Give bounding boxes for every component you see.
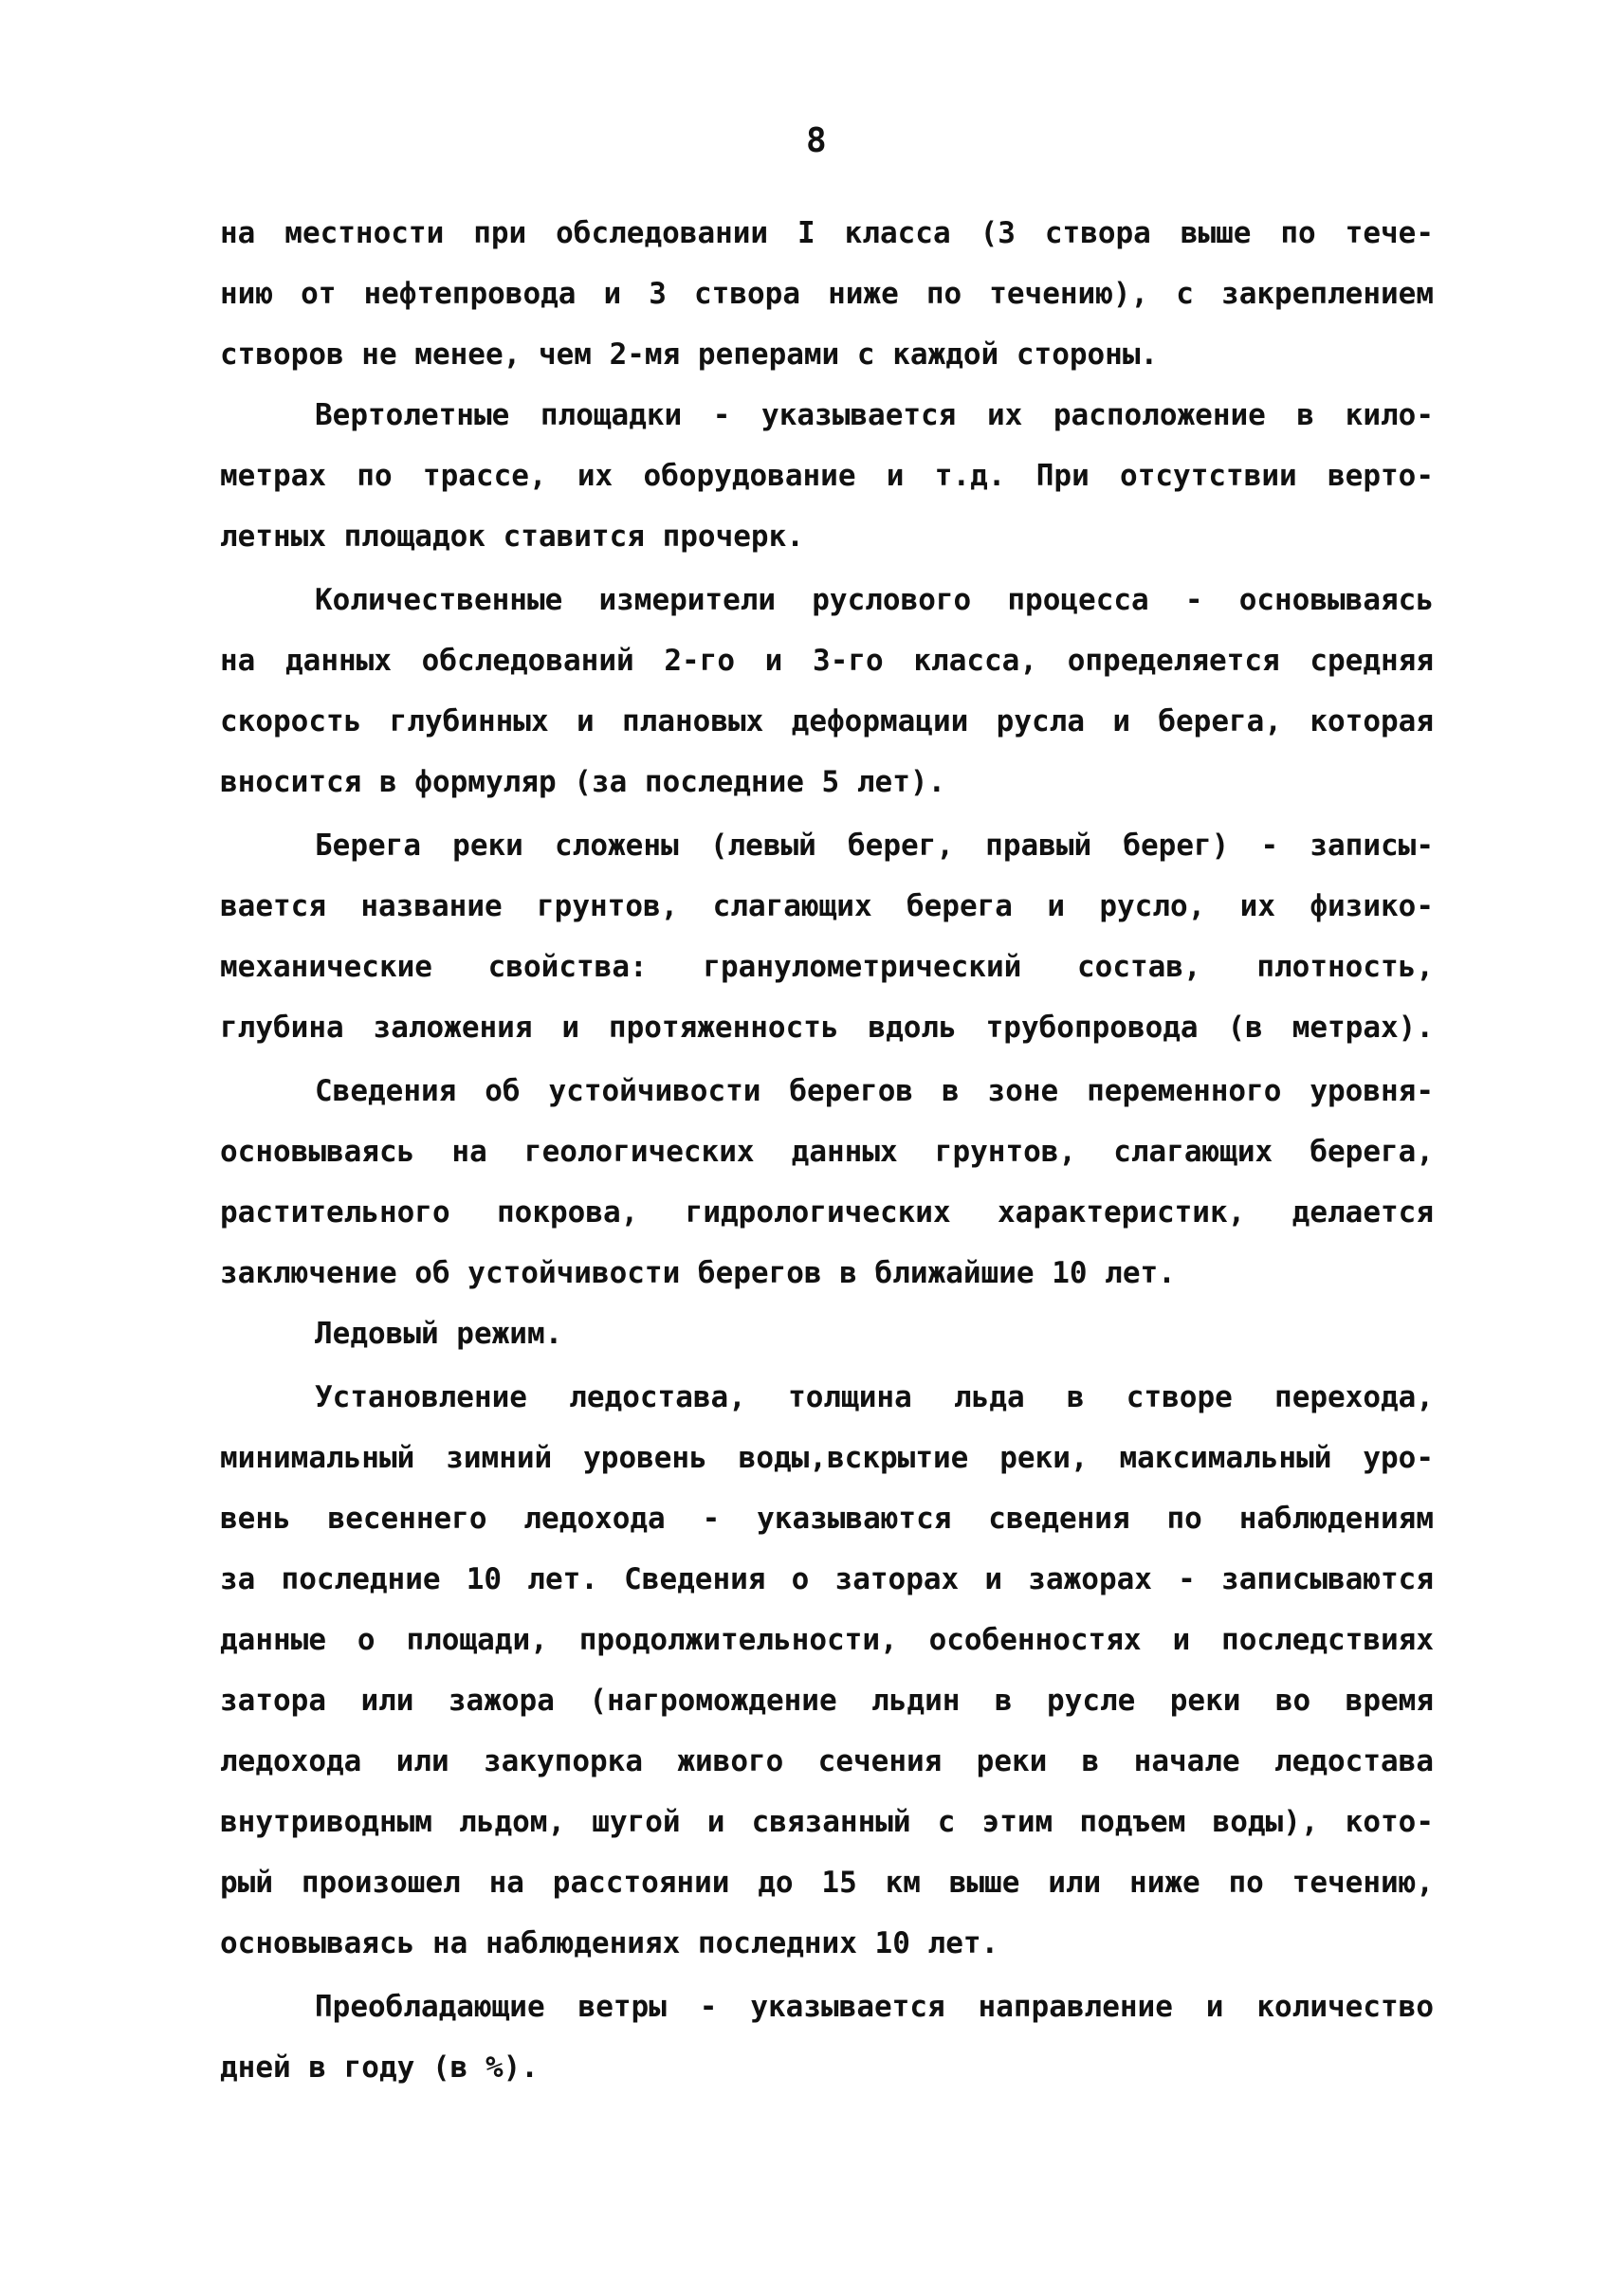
text-line: ледохода или закупорка живого сечения реки в начале ледостава [220,1744,1434,1778]
text-line: внутриводным льдом, шугой и связанный с этим подъем воды), кото- [220,1805,1434,1839]
text-line: скорость глубинных и плановых деформации русла и берега, которая [220,704,1434,738]
text-line: основываясь на геологических данных грунтов, слагающих берега, [220,1135,1434,1169]
text-line: глубина заложения и протяженность вдоль трубопровода (в метрах). [220,1011,1434,1045]
page-number: 8 [806,121,827,160]
text-line: растительного покрова, гидрологических характеристик, делается [220,1195,1434,1230]
text-line: Преобладающие ветры - указывается направление и количество [315,1990,1434,2024]
text-line: за последние 10 лет. Сведения о заторах и зажорах - записываются [220,1562,1434,1596]
text-line: затора или зажора (нагромождение льдин в русле реки во время [220,1684,1434,1718]
text-line: на данных обследований 2-го и 3-го класса, определяется средняя [220,644,1434,678]
section-heading: Ледовый режим. [315,1317,563,1351]
text-line: Берега реки сложены (левый берег, правый берег) - записы- [315,829,1434,863]
text-line: летных площадок ставится прочерк. [220,519,804,554]
text-line: на местности при обследовании I класса (3 створа выше по тече- [220,216,1434,250]
text-line: Количественные измерители руслового процесса - основываясь [315,583,1434,617]
text-line: метрах по трассе, их оборудование и т.д. При отсутствии верто- [220,459,1434,493]
text-line: Сведения об устойчивости берегов в зоне переменного уровня- [315,1074,1434,1108]
text-line: заключение об устойчивости берегов в ближайшие 10 лет. [220,1256,1176,1290]
text-line: Установление ледостава, толщина льда в створе перехода, [315,1380,1434,1414]
text-line: механические свойства: гранулометрический состав, плотность, [220,950,1434,984]
text-line: нию от нефтепровода и 3 створа ниже по течению), с закреплением [220,277,1434,311]
text-line: створов не менее, чем 2-мя реперами с каждой стороны. [220,337,1159,372]
text-line: вень весеннего ледохода - указываются сведения по наблюдениям [220,1502,1434,1536]
text-line: дней в году (в %). [220,2050,539,2085]
text-line: основываясь на наблюдениях последних 10 лет. [220,1926,999,1960]
text-line: минимальный зимний уровень воды,вскрытие реки, максимальный уро- [220,1441,1434,1475]
text-line: вносится в формуляр (за последние 5 лет). [220,765,946,799]
text-line: данные о площади, продолжительности, особенностях и последствиях [220,1623,1434,1657]
text-line: Вертолетные площадки - указывается их расположение в кило- [315,398,1434,432]
text-line: вается название грунтов, слагающих берега и русло, их физико- [220,889,1434,923]
text-line: рый произошел на расстоянии до 15 км выше или ниже по течению, [220,1866,1434,1900]
